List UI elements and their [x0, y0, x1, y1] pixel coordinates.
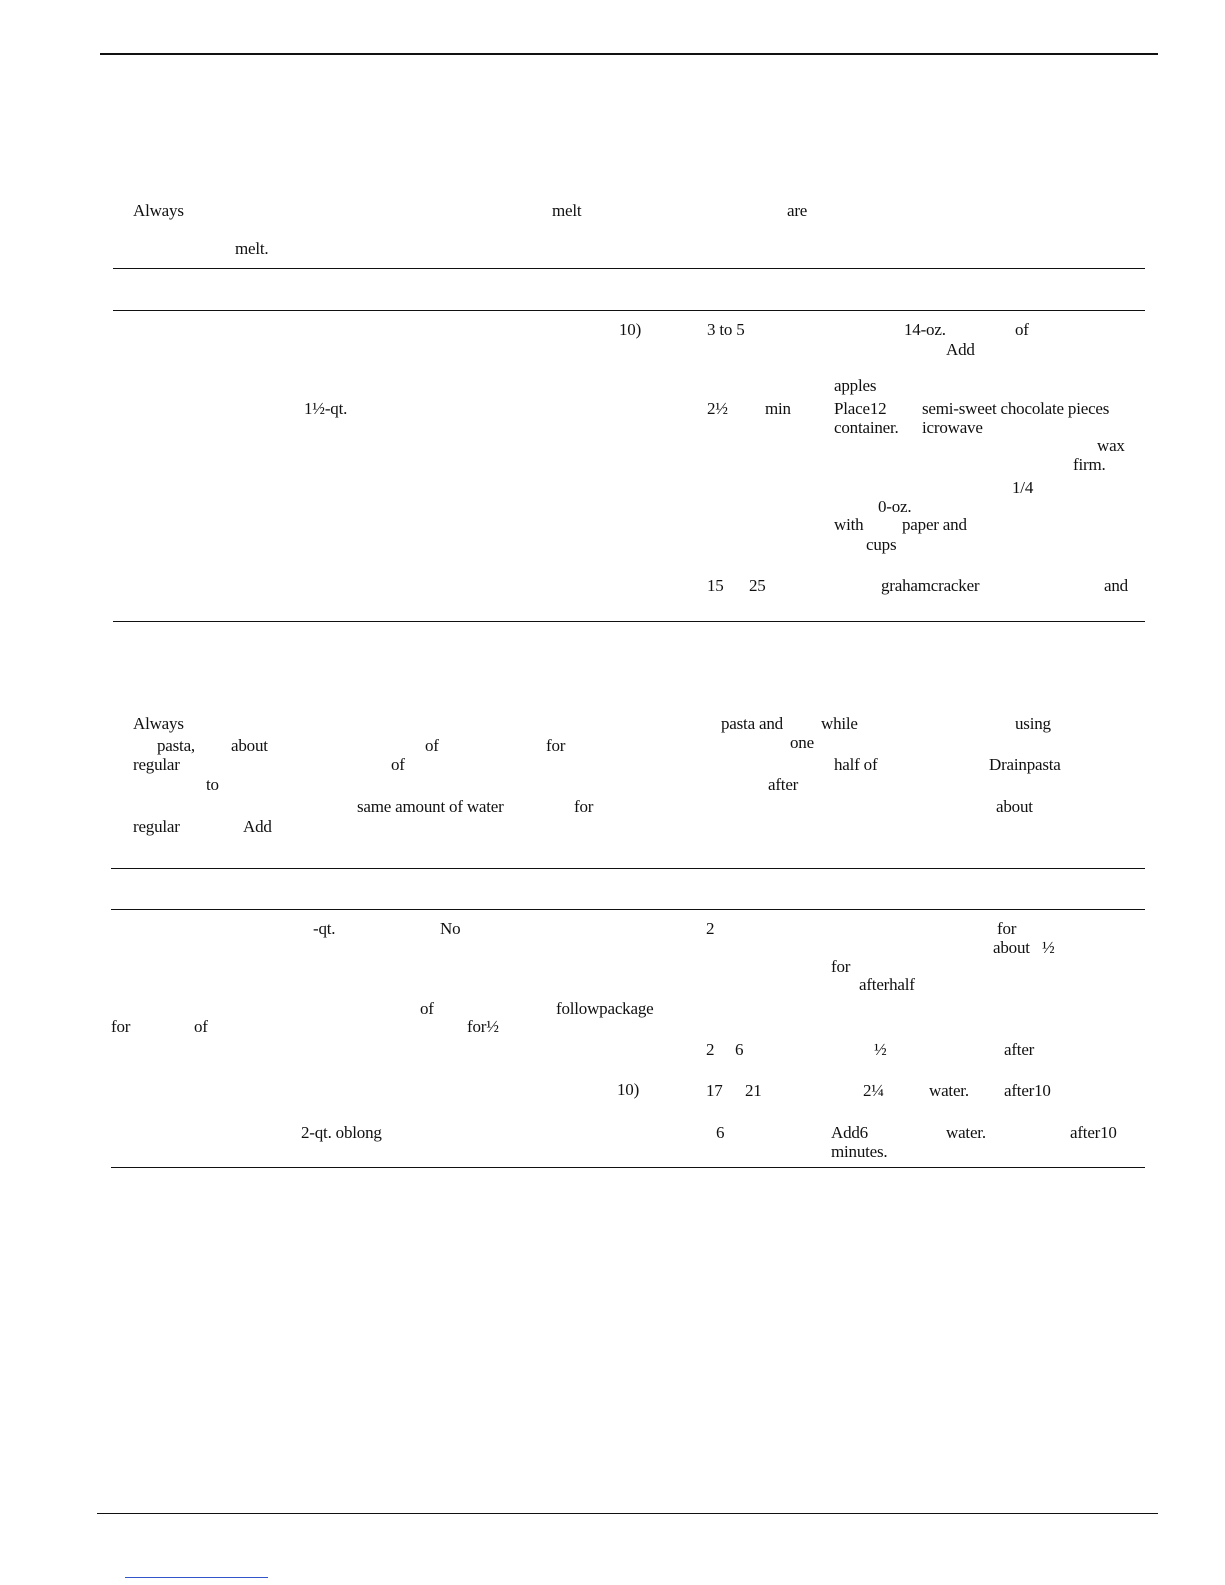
table-cell: 1½-qt. [304, 399, 348, 418]
intro-text: using [1015, 714, 1051, 733]
page-top-rule [100, 53, 1158, 55]
table-cell: 17 [706, 1081, 723, 1100]
intro-text: of [425, 736, 439, 755]
table-cell: Add [946, 340, 975, 359]
table-cell: water. [929, 1081, 969, 1100]
table-cell: 3 to 5 [707, 320, 745, 339]
intro-text: about [996, 797, 1033, 816]
table-cell: after [1004, 1040, 1035, 1059]
intro-text: about [231, 736, 268, 755]
intro-text: for [574, 797, 594, 816]
table-cell: wax [1097, 436, 1125, 455]
table-cell: 2½ [707, 399, 728, 418]
table-cell: about [993, 938, 1030, 957]
intro-text: melt [552, 201, 582, 220]
table-cell: min [765, 399, 791, 418]
table-top-rule [113, 268, 1145, 269]
table-bottom-rule [111, 1167, 1145, 1168]
table-cell: 2-qt. oblong [301, 1123, 382, 1142]
table-cell: for [831, 957, 851, 976]
table-cell: Add6 [831, 1123, 868, 1142]
table-cell: container. [834, 418, 899, 437]
table-cell: semi-sweet chocolate pieces [922, 399, 1110, 418]
table-cell: after10 [1004, 1081, 1051, 1100]
intro-text: while [821, 714, 858, 733]
footer-link-underline[interactable] [125, 1577, 268, 1578]
intro-text: half of [834, 755, 878, 774]
table-cell: of [194, 1017, 208, 1036]
table-cell: 2 [706, 1040, 715, 1059]
table-cell: for [111, 1017, 131, 1036]
table-cell: 2 [706, 919, 715, 938]
table-cell: for [997, 919, 1017, 938]
table-header-rule [111, 909, 1145, 910]
intro-text: are [787, 201, 808, 220]
table-cell: 25 [749, 576, 766, 595]
table-cell: 21 [745, 1081, 762, 1100]
intro-text: one [790, 733, 814, 752]
table-cell: of [1015, 320, 1029, 339]
table-cell: 6 [716, 1123, 725, 1142]
intro-text: pasta, [157, 736, 195, 755]
intro-text: Add [243, 817, 272, 836]
table-cell: apples [834, 376, 877, 395]
table-cell: 14-oz. [904, 320, 946, 339]
page-bottom-rule [97, 1513, 1158, 1514]
intro-text: Always [133, 201, 184, 220]
table-cell: -qt. [313, 919, 336, 938]
table-bottom-rule [113, 621, 1145, 622]
table-header-rule [113, 310, 1145, 311]
intro-text: regular [133, 755, 180, 774]
table-cell: water. [946, 1123, 986, 1142]
table-cell: minutes. [831, 1142, 888, 1161]
intro-text: for [546, 736, 566, 755]
table-cell: 1/4 [1012, 478, 1034, 497]
intro-text: pasta and [721, 714, 783, 733]
table-cell: followpackage [556, 999, 654, 1018]
table-cell: paper and [902, 515, 967, 534]
table-cell: 10) [619, 320, 642, 339]
table-top-rule [111, 868, 1145, 869]
table-cell: 2¼ [863, 1081, 884, 1100]
intro-text: after [768, 775, 799, 794]
table-cell: 0-oz. [878, 497, 912, 516]
table-cell: cups [866, 535, 897, 554]
intro-text: melt. [235, 239, 269, 258]
table-cell: and [1104, 576, 1128, 595]
intro-text: same amount of water [357, 797, 504, 816]
table-cell: for½ [467, 1017, 499, 1036]
intro-text: regular [133, 817, 180, 836]
table-cell: firm. [1073, 455, 1106, 474]
table-cell: No [440, 919, 461, 938]
table-cell: afterhalf [859, 975, 915, 994]
intro-text: Always [133, 714, 184, 733]
table-cell: ½ [874, 1040, 887, 1059]
table-cell: 15 [707, 576, 724, 595]
intro-text: to [206, 775, 219, 794]
table-cell: icrowave [922, 418, 983, 437]
table-cell: Place12 [834, 399, 887, 418]
table-cell: ½ [1042, 938, 1055, 957]
table-cell: 10) [617, 1080, 640, 1099]
intro-text: Drainpasta [989, 755, 1061, 774]
table-cell: with [834, 515, 864, 534]
table-cell: of [420, 999, 434, 1018]
table-cell: 6 [735, 1040, 744, 1059]
table-cell: after10 [1070, 1123, 1117, 1142]
table-cell: grahamcracker [881, 576, 980, 595]
intro-text: of [391, 755, 405, 774]
